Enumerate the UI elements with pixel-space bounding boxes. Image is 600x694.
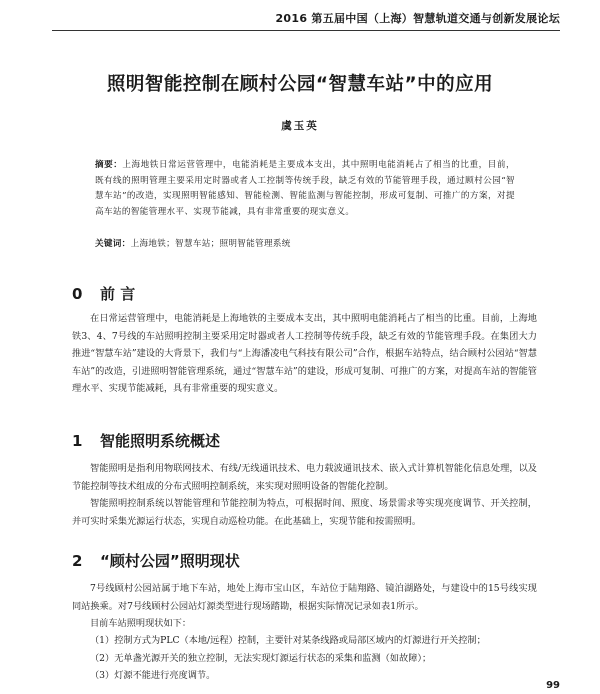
- section-number: 1: [72, 432, 83, 450]
- abstract-text: 上海地铁日常运营管理中，电能消耗是主要成本支出，其中照明电能消耗占了相当的比重，目前，既有线的照明管理主要采用定时器或者人工控制等传统手段，缺乏有效的节能管理手段，通过顾村公园“智慧车站”的改造，实现照明智能感知、智能检测、智能监测与智能控制，形成可复制、可推广的方案，对提高车站的智能管理水平、实现节能减，具有非常重要的现实意义。: [95, 160, 515, 217]
- list-item: （1）控制方式为PLC（本地/远程）控制，主要针对某条线路或局部区域内的灯源进行开关控制；: [90, 635, 486, 646]
- status-list: [72, 632, 537, 685]
- paper-author: 虞玉英: [281, 120, 319, 132]
- header-rule: [52, 30, 560, 31]
- abstract: [95, 158, 515, 220]
- keywords: [95, 237, 515, 252]
- section-number: 2: [72, 552, 83, 570]
- section-heading-2: [72, 550, 240, 571]
- paragraph: 在日常运营管理中，电能消耗是上海地铁的主要成本支出，其中照明电能消耗占了相当的比重。目前，上海地铁3、4、7号线的车站照明控制主要采用定时器或者人工控制等传统手段，缺乏有效的节能管理手段。在集团大力推进“智慧车站”建设的大背景下，我们与“上海潘凌电气科技有限公司”合作，根据车站特点，结合顾村公园站“智慧车站”的改造，引进照明智能管理系统，通过“智慧车站”的建设，形成可复制、可推广的方案，对提高车站的智能管理水平、实现节能减耗，具有非常重要的现实意义。: [72, 313, 537, 394]
- section-title: 智能照明系统概述: [100, 432, 221, 450]
- page-number: 99: [546, 680, 560, 691]
- section-title: 前 言: [100, 285, 136, 303]
- section-heading-1: [72, 430, 220, 451]
- paragraph: 7号线顾村公园站属于地下车站，地处上海市宝山区，车站位于陆翔路、镜泊湖路处，与建设中的15号线实现同站换乘。对7号线顾村公园站灯源类型进行现场踏勘，根据实际情况记录如表1所示。: [72, 583, 537, 612]
- paper-title: 照明智能控制在顾村公园“智慧车站”中的应用: [106, 74, 494, 95]
- section-2-body: [72, 580, 537, 633]
- abstract-label: 摘要：: [95, 160, 123, 170]
- running-header: 2016 第五届中国（上海）智慧轨道交通与创新发展论坛: [275, 12, 560, 25]
- list-item: （2）无单盏光源开关的独立控制，无法实现灯源运行状态的采集和监测（如故障）；: [90, 652, 432, 664]
- keywords-label: 关键词：: [95, 239, 131, 249]
- section-title: “顾村公园”照明现状: [100, 552, 240, 570]
- section-1-body: [72, 460, 537, 530]
- list-item: （3）灯源不能进行亮度调节。: [90, 670, 216, 681]
- section-0-body: [72, 310, 537, 398]
- paragraph: 目前车站照明现状如下：: [90, 618, 192, 629]
- section-heading-0: [72, 283, 135, 304]
- keywords-text: 上海地铁；智慧车站；照明智能管理系统: [130, 239, 291, 249]
- paragraph: 智能照明控制系统以智能管理和节能控制为特点，可根据时间、照度、场景需求等实现亮度调节、开关控制，并可实时采集光源运行状态，实现自动巡检功能。在此基础上，实现节能和按需照明。: [72, 498, 537, 527]
- paragraph: 智能照明是指利用物联网技术、有线/无线通讯技术、电力载波通讯技术、嵌入式计算机智能化信息处理，以及节能控制等技术组成的分布式照明控制系统，来实现对照明设备的智能化控制。: [72, 463, 537, 492]
- section-number: 0: [72, 285, 83, 303]
